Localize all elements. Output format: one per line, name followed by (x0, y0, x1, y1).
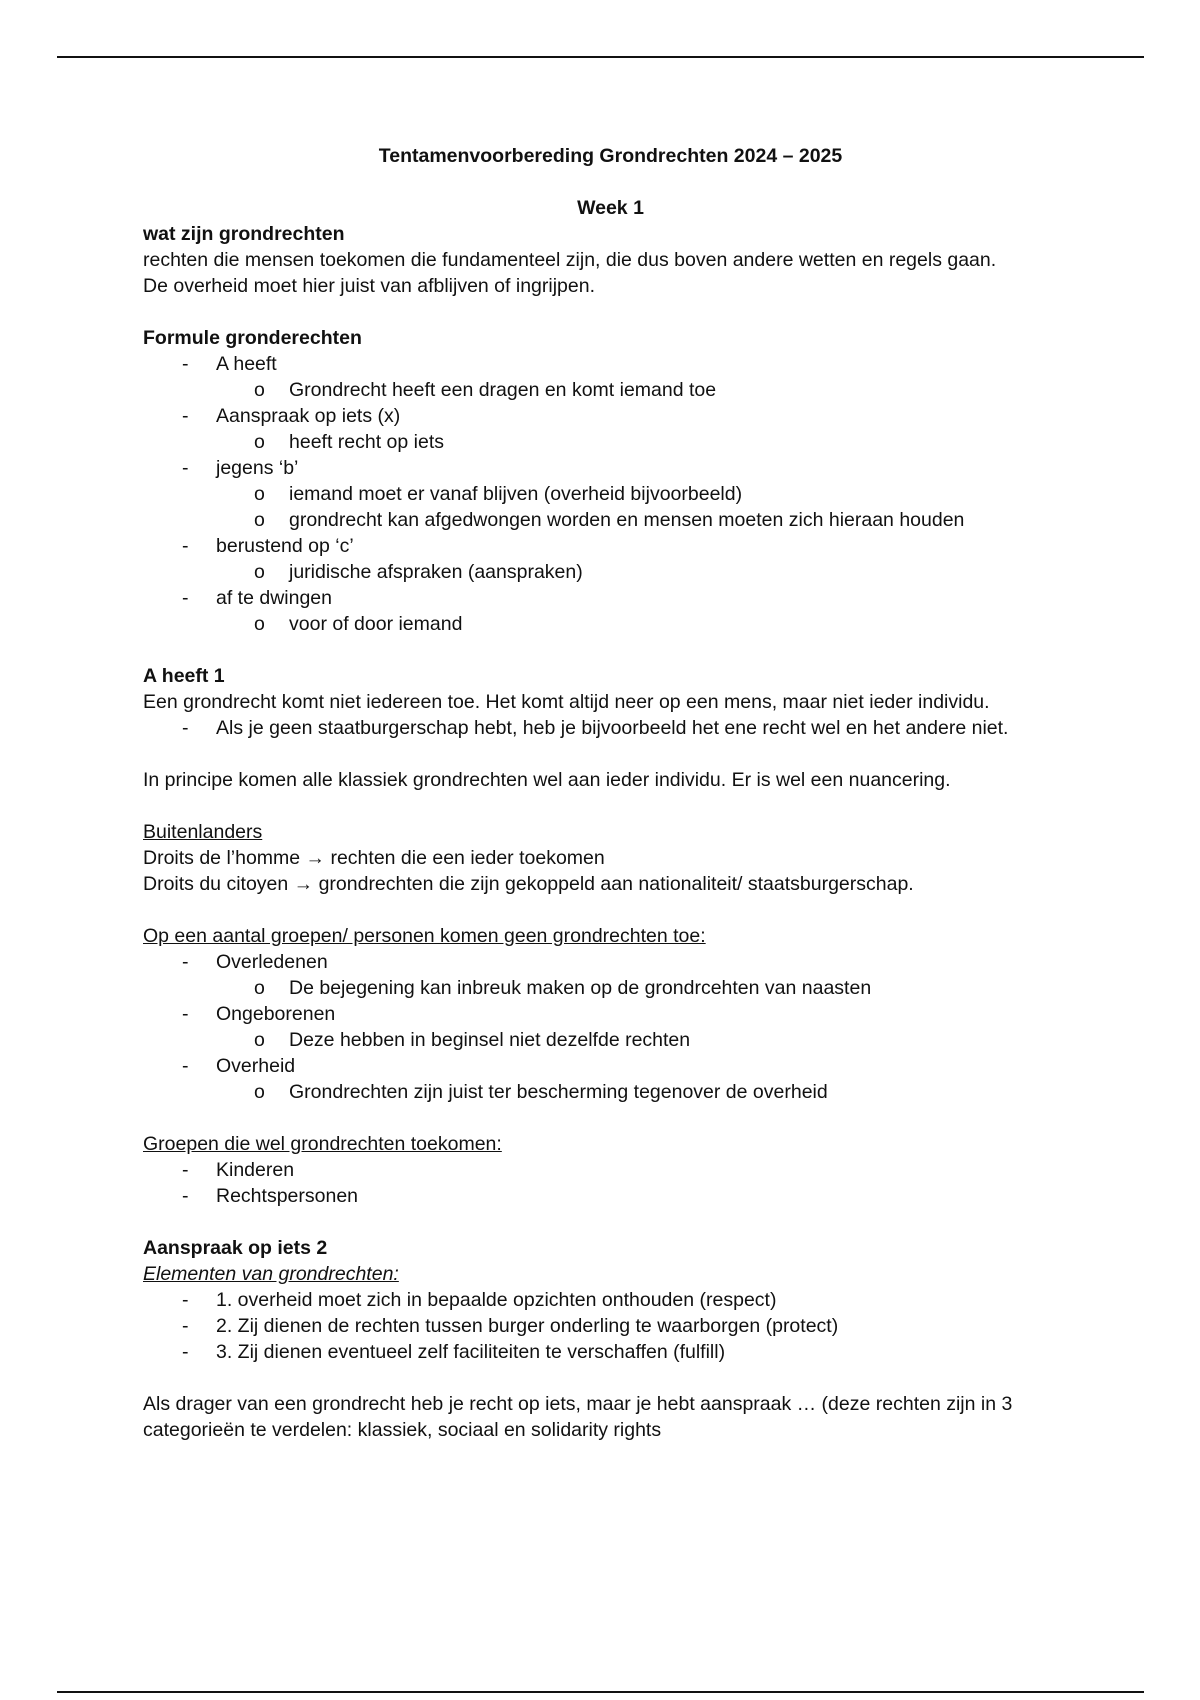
header-rule (57, 56, 1144, 58)
dash-marker: - (182, 535, 189, 557)
circle-marker: o (254, 1081, 265, 1103)
sub-list-item: o Deze hebben in beginsel niet dezelfde rechten (254, 1029, 691, 1051)
sub-list-item: o De bejegening kan inbreuk maken op de grondrcehten van naasten (254, 977, 872, 999)
list-item: - Overheid (182, 1055, 296, 1077)
subsection-heading: Op een aantal groepen/ personen komen geen grondrechten toe: (143, 925, 706, 947)
excluded-groups-list (143, 949, 1078, 1105)
list-item: - jegens ‘b’ (182, 457, 299, 479)
section-heading: A heeft 1 (143, 665, 225, 687)
paragraph: Als drager van een grondrecht heb je recht op iets, maar je hebt aanspraak … (deze rechten zijn in 3 categorieën te verdelen: klassiek, sociaal en solidarity rights (143, 1393, 1013, 1441)
sub-list-item: o juridische afspraken (aanspraken) (254, 561, 583, 583)
section-heading: wat zijn grondrechten (143, 223, 345, 245)
list-item: - 2. Zij dienen de rechten tussen burger onderling te waarborgen (protect) (182, 1315, 839, 1337)
paragraph: De overheid moet hier juist van afblijven of ingrijpen. (143, 275, 595, 297)
subsection-heading: Elementen van grondrechten: (143, 1263, 399, 1285)
sub-list-item: o voor of door iemand (254, 613, 463, 635)
circle-marker: o (254, 977, 265, 999)
paragraph: Droits du citoyen → grondrechten die zijn gekoppeld aan nationaliteit/ staatsburgerschap. (143, 873, 914, 895)
circle-marker: o (254, 431, 265, 453)
dash-marker: - (182, 353, 189, 375)
list-item: - Ongeborenen (182, 1003, 336, 1025)
included-groups-list (143, 1157, 1078, 1209)
dash-marker: - (182, 1003, 189, 1025)
list-item: - Rechtspersonen (182, 1185, 359, 1207)
section-heading: Aanspraak op iets 2 (143, 1237, 328, 1259)
dash-marker: - (182, 1341, 189, 1363)
circle-marker: o (254, 509, 265, 531)
paragraph: Een grondrecht komt niet iedereen toe. Het komt altijd neer op een mens, maar niet ieder individu. (143, 691, 990, 713)
circle-marker: o (254, 1029, 265, 1051)
list-item: - 3. Zij dienen eventueel zelf faciliteiten te verschaffen (fulfill) (182, 1341, 726, 1363)
elements-list (143, 1287, 1078, 1365)
list-item: - berustend op ‘c’ (182, 535, 354, 557)
paragraph: Droits de l’homme → rechten die een ieder toekomen (143, 847, 605, 869)
document-title: Tentamenvoorbereding Grondrechten 2024 – 2025 (378, 145, 843, 167)
circle-marker: o (254, 613, 265, 635)
dash-marker: - (182, 457, 189, 479)
circle-marker: o (254, 561, 265, 583)
list-item: - Overledenen (182, 951, 328, 973)
sub-list-item: o Grondrechten zijn juist ter bescherming tegenover de overheid (254, 1081, 828, 1103)
list-item: - Aanspraak op iets (x) (182, 405, 401, 427)
document-body (143, 143, 1078, 1443)
sub-list-item: o iemand moet er vanaf blijven (overheid bijvoorbeeld) (254, 483, 743, 505)
sub-list-item: o Grondrecht heeft een dragen en komt iemand toe (254, 379, 717, 401)
dash-marker: - (182, 405, 189, 427)
paragraph: In principe komen alle klassiek grondrechten wel aan ieder individu. Er is wel een nuancering. (143, 769, 951, 791)
list-item: - Kinderen (182, 1159, 295, 1181)
subsection-heading: Groepen die wel grondrechten toekomen: (143, 1133, 502, 1155)
dash-marker: - (182, 1055, 189, 1077)
formula-list (143, 351, 1078, 637)
subsection-heading: Buitenlanders (143, 821, 263, 843)
dash-marker: - (182, 1315, 189, 1337)
paragraph: rechten die mensen toekomen die fundamenteel zijn, die dus boven andere wetten en regels gaan. (143, 249, 997, 271)
dash-marker: - (182, 587, 189, 609)
circle-marker: o (254, 379, 265, 401)
list-item: - af te dwingen (182, 587, 333, 609)
dash-marker: - (182, 717, 189, 739)
sub-list-item: o heeft recht op iets (254, 431, 445, 453)
dash-marker: - (182, 1185, 189, 1207)
dash-marker: - (182, 951, 189, 973)
section-heading: Formule gronderechten (143, 327, 362, 349)
dash-marker: - (182, 1289, 189, 1311)
circle-marker: o (254, 483, 265, 505)
list-item: - A heeft (182, 353, 277, 375)
list-item: - 1. overheid moet zich in bepaalde opzichten onthouden (respect) (182, 1289, 777, 1311)
bullet-list (143, 715, 1078, 741)
week-heading: Week 1 (577, 197, 644, 219)
dash-marker: - (182, 1159, 189, 1181)
sub-list-item: o grondrecht kan afgedwongen worden en mensen moeten zich hieraan houden (254, 509, 965, 531)
footer-rule (57, 1691, 1144, 1693)
list-item: - Als je geen staatburgerschap hebt, heb je bijvoorbeeld het ene recht wel en het andere niet. (182, 717, 1009, 739)
